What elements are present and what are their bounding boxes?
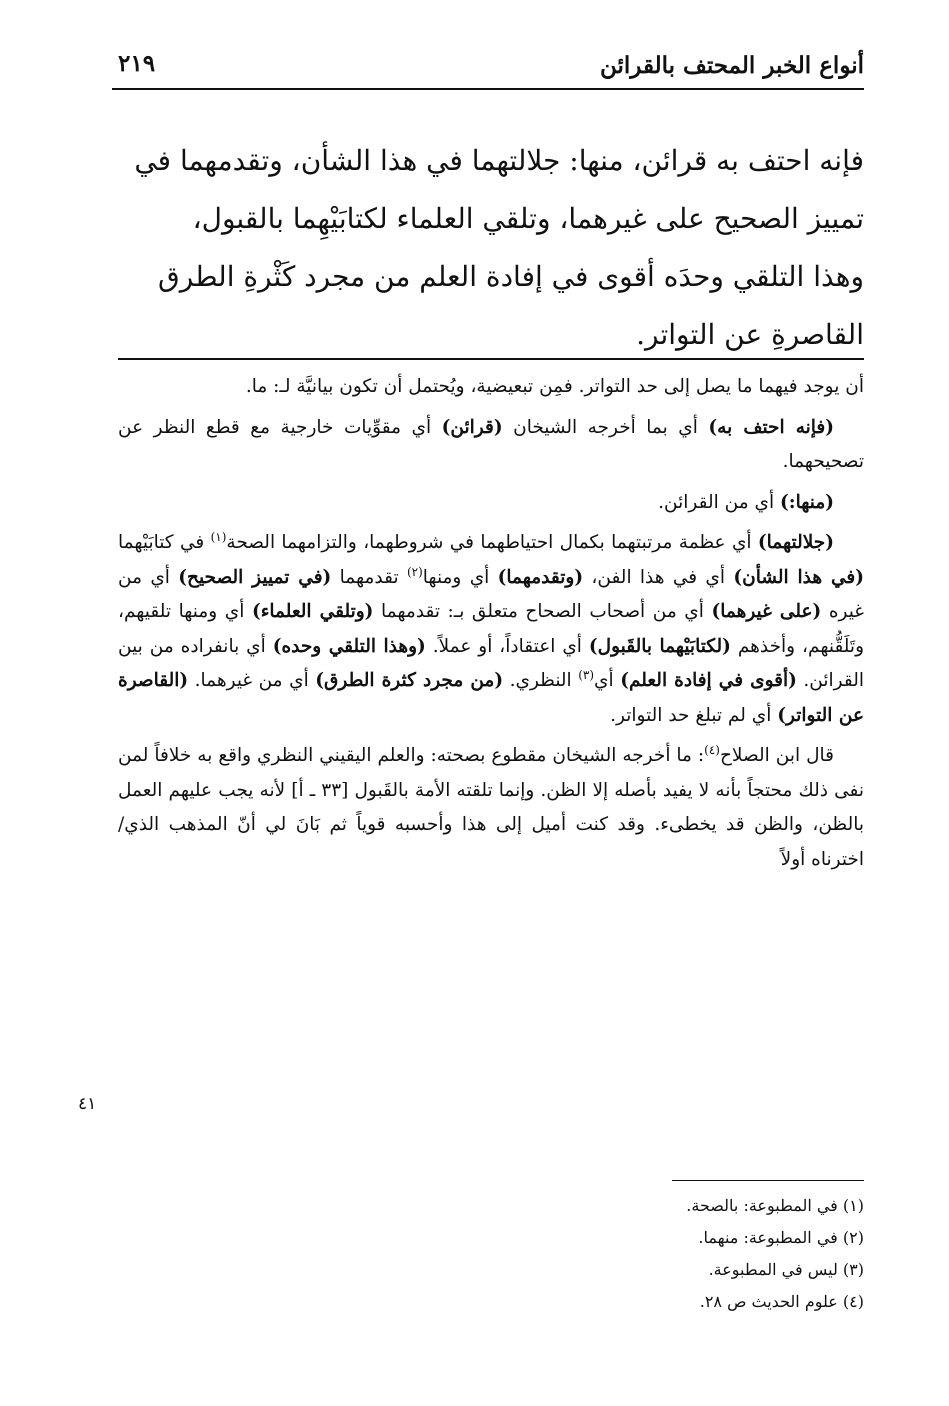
- lemma: (وهذا التلقي وحده): [272, 635, 426, 657]
- lemma: (القاصرة عن التواتر): [118, 670, 864, 726]
- main-text: [118, 132, 864, 364]
- lemma: (في تمييز الصحيح): [178, 566, 332, 588]
- text-divider: [118, 358, 864, 360]
- page-header: [112, 44, 864, 90]
- footnote: (١) في المطبوعة: بالصحة.: [686, 1196, 864, 1215]
- lemma: (على غيرهما): [711, 601, 822, 622]
- footnote: (٤) علوم الحديث ص ٢٨.: [699, 1292, 864, 1311]
- lemma: (منها:): [780, 491, 834, 513]
- page-number: ٢١٩: [118, 50, 156, 77]
- lemma: (قرائن): [441, 416, 503, 438]
- running-title: أنواع الخبر المحتف بالقرائن: [599, 52, 864, 79]
- lemma: (من مجرد كثرة الطرق): [315, 670, 504, 691]
- manuscript-folio-number: ٤١: [78, 1094, 97, 1114]
- main-text-line: القاصرةِ عن التواتر.: [636, 318, 864, 351]
- lemma: (وتلقي العلماء): [251, 601, 374, 622]
- main-text-line: فإنه احتف به قرائن، منها: جلالتهما في هذا الشأن، وتقدمهما في: [134, 144, 864, 177]
- commentary-paragraph: (منها:) أي من القرائن.: [658, 491, 834, 513]
- commentary-paragraph: قال ابن الصلاح$^{(٤)}$: ما أخرجه الشيخان مقطوع بصحته: والعلم اليقيني النظري واقع به خلافاً لمن نفى ذلك محتجاً بأنه لا يفيد بأصله إلا الظن. وإنما تلقته الأمة بالقَبول [٣٣ ـ أ] لأنه يجب عليهم العمل بالظن، والظن قد يخطىء. وقد كنت أميل إلى هذا وأحسبه قوياً ثم بَانَ لي أنّ المذهب الذي/ اخترناه أولاً: [118, 742, 864, 870]
- footnote: (٣) ليس في المطبوعة.: [708, 1260, 864, 1279]
- main-text-line: تمييز الصحيح على غيرهما، وتلقي العلماء لكتابَيْهِما بالقبول،: [192, 202, 864, 235]
- commentary-paragraph: (جلالتهما) أي عظمة مرتبتهما بكمال احتياطهما في شروطهما، والتزامهما الصحة$^{(١)}$ في كتابَيْهما (في هذا الشأن) أي في هذا الفن، (وتقدمهما) أي ومنها$^{(٢)}$ تقدمهما (في تمييز الصحيح) أي من غيره (على غيرهما) أي من أصحاب الصحاح متعلق بـ: تقدمهما (وتلقي العلماء) أي ومنها تلقيهم، وتَلَقُّنهم، وأخذهم (لكتابَيْهما بالقَبول) أي اعتقاداً، أو عملاً. (وهذا التلقي وحده) أي بانفراده من بين القرائن. (أقوى في إفادة العلم) أي$^{(٣)}$ النظري. (من مجرد كثرة الطرق) أي من غيرهما. (القاصرة عن التواتر) أي لم تبلغ حد التواتر.: [118, 529, 865, 726]
- footnote-ref: (٢): [406, 564, 423, 579]
- lemma: (لكتابَيْهما بالقَبول): [588, 635, 731, 657]
- lemma: (في هذا الشأن): [733, 566, 865, 588]
- commentary: [118, 370, 864, 877]
- commentary-paragraph: أن يوجد فيهما ما يصل إلى حد التواتر. فمِن تبعيضية، ويُحتمل أن تكون بيانيَّة لـ: ما.: [245, 376, 864, 397]
- lemma: (وتقدمهما): [497, 566, 584, 588]
- lemma: (فإنه احتف به): [708, 416, 834, 438]
- footnotes: [464, 1190, 864, 1318]
- footnote: (٢) في المطبوعة: منهما.: [698, 1228, 864, 1247]
- lemma: (أقوى في إفادة العلم): [620, 670, 797, 691]
- footnote-ref: (٣): [578, 667, 595, 682]
- footnote-rule: [672, 1180, 864, 1181]
- lemma: (جلالتهما): [757, 532, 834, 553]
- footnote-ref: (١): [210, 529, 227, 544]
- main-text-line: وهذا التلقي وحدَه أقوى في إفادة العلم من مجرد كَثْرةِ الطرق: [158, 260, 864, 293]
- commentary-paragraph: (فإنه احتف به) أي بما أخرجه الشيخان (قرائن) أي مقوِّيات خارجية مع قطع النظر عن تصحيحهما.: [118, 416, 864, 472]
- footnote-ref: (٤): [704, 742, 720, 757]
